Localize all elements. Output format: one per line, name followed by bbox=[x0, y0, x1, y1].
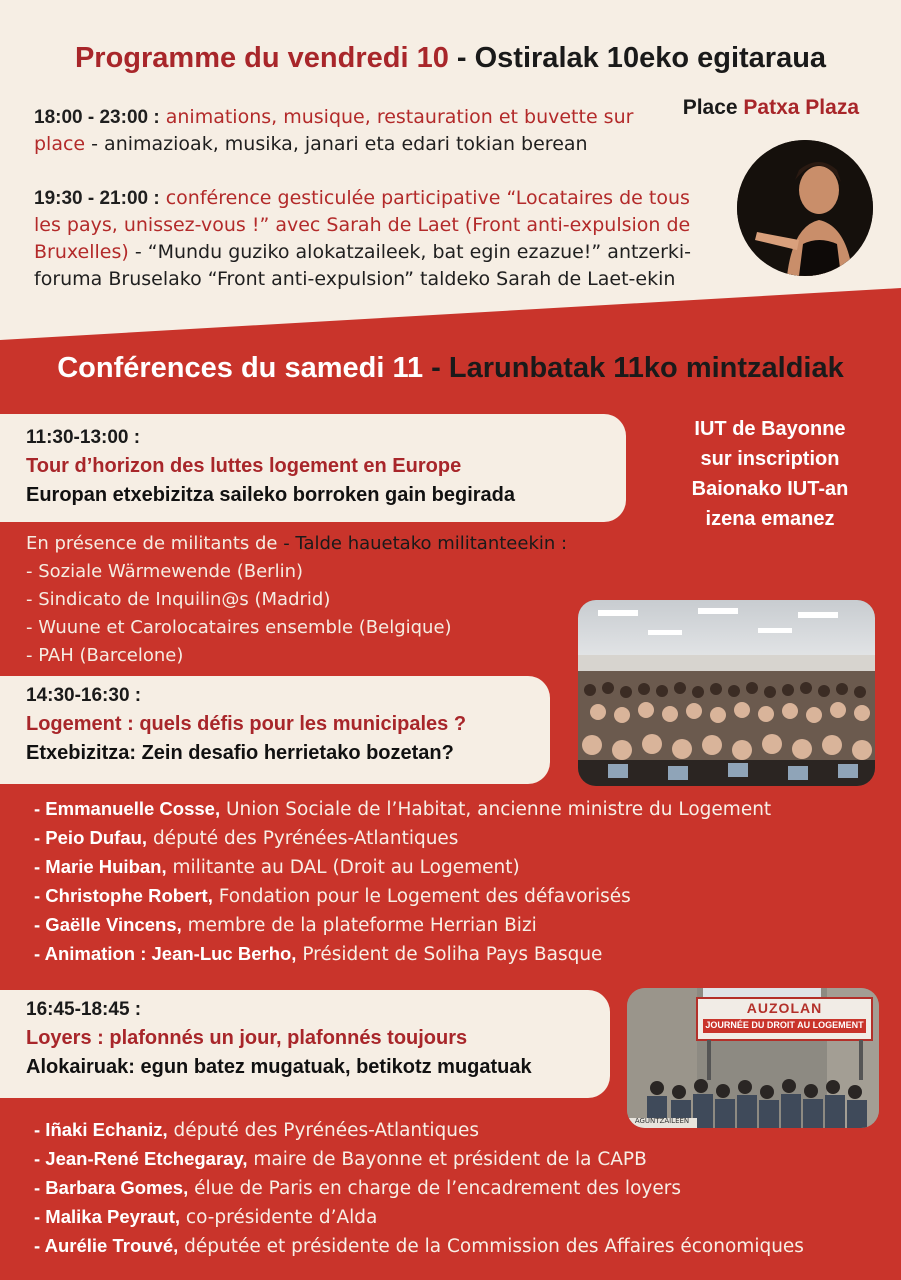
event-desc-fr: conférence gesticulée participative “Locataires de tous les pays, unissez-vous !” avec Sarah de Laet (Front anti-expulsion de Bruxelles) bbox=[34, 187, 691, 263]
speaker-role: co-présidente d’Alda bbox=[180, 1207, 378, 1228]
participants-intro-eu: - Talde hauetako militanteekin : bbox=[277, 533, 568, 554]
session-title-fr: Tour d’horizon des luttes logement en Europe bbox=[26, 455, 462, 477]
place-prefix: Place bbox=[682, 96, 744, 119]
session-title-eu: Europan etxebizitza saileko borroken gain begirada bbox=[26, 484, 516, 506]
speaker-item bbox=[34, 824, 894, 853]
speaker-item bbox=[34, 795, 894, 824]
street-event-photo bbox=[627, 988, 879, 1128]
saturday-title-fr: Conférences du samedi 11 bbox=[57, 352, 424, 384]
venue-line: IUT de Bayonne bbox=[694, 418, 846, 440]
speaker-role: membre de la plateforme Herrian Bizi bbox=[181, 915, 537, 936]
banner-footer: AGUNTZAILEEN bbox=[634, 1117, 690, 1125]
speaker-name: - Jean-René Etchegaray, bbox=[34, 1148, 248, 1169]
place-name: Patxa Plaza bbox=[743, 96, 859, 119]
session-title-fr: Loyers : plafonnés un jour, plafonnés toujours bbox=[26, 1027, 468, 1049]
venue-line: Baionako IUT-an bbox=[691, 478, 849, 500]
speaker-item bbox=[34, 1145, 894, 1174]
saturday-title-eu: Larunbatak 11ko mintzaldiak bbox=[448, 352, 844, 384]
friday-event-2 bbox=[34, 185, 714, 293]
speaker-item bbox=[34, 882, 894, 911]
banner-subtitle: JOURNÉE DU DROIT AU LOGEMENT bbox=[705, 1020, 864, 1030]
speaker-role: Fondation pour le Logement des défavorisés bbox=[212, 886, 631, 907]
speaker-role: député des Pyrénées-Atlantiques bbox=[167, 1120, 480, 1141]
speaker-role: députée et présidente de la Commission des Affaires économiques bbox=[178, 1236, 804, 1257]
speaker-item bbox=[34, 853, 894, 882]
event-desc-eu: - animazioak, musika, janari eta edari tokian berean bbox=[85, 133, 588, 155]
event-desc-eu: - “Mundu guziko alokatzaileek, bat egin ezazue!” antzerki-foruma Bruselako “Front anti-expulsion” taldeko Sarah de Laet-ekin bbox=[34, 241, 692, 290]
venue-info bbox=[660, 414, 880, 534]
group-item: - Sindicato de Inquilin@s (Madrid) bbox=[26, 589, 331, 610]
speaker-name: - Malika Peyraut, bbox=[34, 1206, 181, 1227]
session-time: 16:45-18:45 : bbox=[26, 999, 142, 1020]
session-1-card bbox=[0, 414, 626, 522]
session-title-eu: Alokairuak: egun batez mugatuak, betikotz mugatuak bbox=[26, 1056, 532, 1078]
friday-event-1 bbox=[34, 104, 654, 158]
venue-line: sur inscription bbox=[700, 448, 840, 470]
session-3-speakers bbox=[34, 1116, 894, 1261]
event-time: 18:00 - 23:00 : bbox=[34, 107, 160, 128]
speaker-item bbox=[34, 1116, 894, 1145]
speaker-role: Union Sociale de l’Habitat, ancienne ministre du Logement bbox=[220, 799, 772, 820]
speaker-role: élue de Paris en charge de l’encadrement des loyers bbox=[188, 1178, 681, 1199]
speaker-name: - Christophe Robert, bbox=[34, 885, 213, 906]
speaker-role: Président de Soliha Pays Basque bbox=[296, 944, 603, 965]
friday-title-eu: Ostiralak 10eko egitaraua bbox=[474, 42, 827, 74]
speaker-photo bbox=[737, 140, 873, 276]
place-label bbox=[683, 96, 859, 120]
title-separator: - bbox=[423, 352, 449, 384]
conference-room-photo bbox=[578, 600, 875, 786]
speaker-name: - Emmanuelle Cosse, bbox=[34, 798, 221, 819]
speaker-name: - Gaëlle Vincens, bbox=[34, 914, 182, 935]
event-time: 19:30 - 21:00 : bbox=[34, 188, 160, 209]
session-1-participants bbox=[26, 530, 666, 670]
group-item: - PAH (Barcelone) bbox=[26, 645, 184, 666]
saturday-title bbox=[0, 352, 901, 385]
title-separator: - bbox=[448, 42, 475, 74]
speaker-photo-illustration bbox=[737, 140, 873, 276]
group-item: - Wuune et Carolocataires ensemble (Belgique) bbox=[26, 617, 452, 638]
event-desc-fr: animations, musique, restauration et buvette sur place bbox=[34, 106, 634, 155]
session-2-speakers bbox=[34, 795, 894, 969]
speaker-item bbox=[34, 1203, 894, 1232]
friday-title-fr: Programme du vendredi 10 bbox=[74, 42, 449, 74]
session-2-card bbox=[0, 676, 550, 784]
speaker-item bbox=[34, 911, 894, 940]
speaker-role: maire de Bayonne et président de la CAPB bbox=[247, 1149, 647, 1170]
session-time: 14:30-16:30 : bbox=[26, 685, 142, 706]
speaker-item bbox=[34, 1232, 894, 1261]
speaker-item bbox=[34, 940, 894, 969]
speaker-name: - Aurélie Trouvé, bbox=[34, 1235, 179, 1256]
friday-title bbox=[0, 42, 901, 75]
venue-line: izena emanez bbox=[705, 508, 835, 530]
speaker-name: - Animation : Jean-Luc Berho, bbox=[34, 943, 297, 964]
speaker-role: député des Pyrénées-Atlantiques bbox=[147, 828, 459, 849]
speaker-name: - Iñaki Echaniz, bbox=[34, 1119, 168, 1140]
speaker-name: - Barbara Gomes, bbox=[34, 1177, 189, 1198]
session-title-fr: Logement : quels défis pour les municipales ? bbox=[26, 713, 467, 735]
banner-title: AUZOLAN bbox=[746, 1000, 823, 1016]
speaker-name: - Marie Huiban, bbox=[34, 856, 167, 877]
session-3-card bbox=[0, 990, 610, 1098]
participants-intro-fr: En présence de militants de bbox=[26, 533, 278, 554]
conference-room-illustration bbox=[578, 600, 875, 786]
speaker-name: - Peio Dufau, bbox=[34, 827, 148, 848]
group-item: - Soziale Wärmewende (Berlin) bbox=[26, 561, 304, 582]
speaker-item bbox=[34, 1174, 894, 1203]
session-title-eu: Etxebizitza: Zein desafio herrietako bozetan? bbox=[26, 742, 454, 764]
speaker-role: militante au DAL (Droit au Logement) bbox=[166, 857, 520, 878]
session-time: 11:30-13:00 : bbox=[26, 427, 141, 448]
